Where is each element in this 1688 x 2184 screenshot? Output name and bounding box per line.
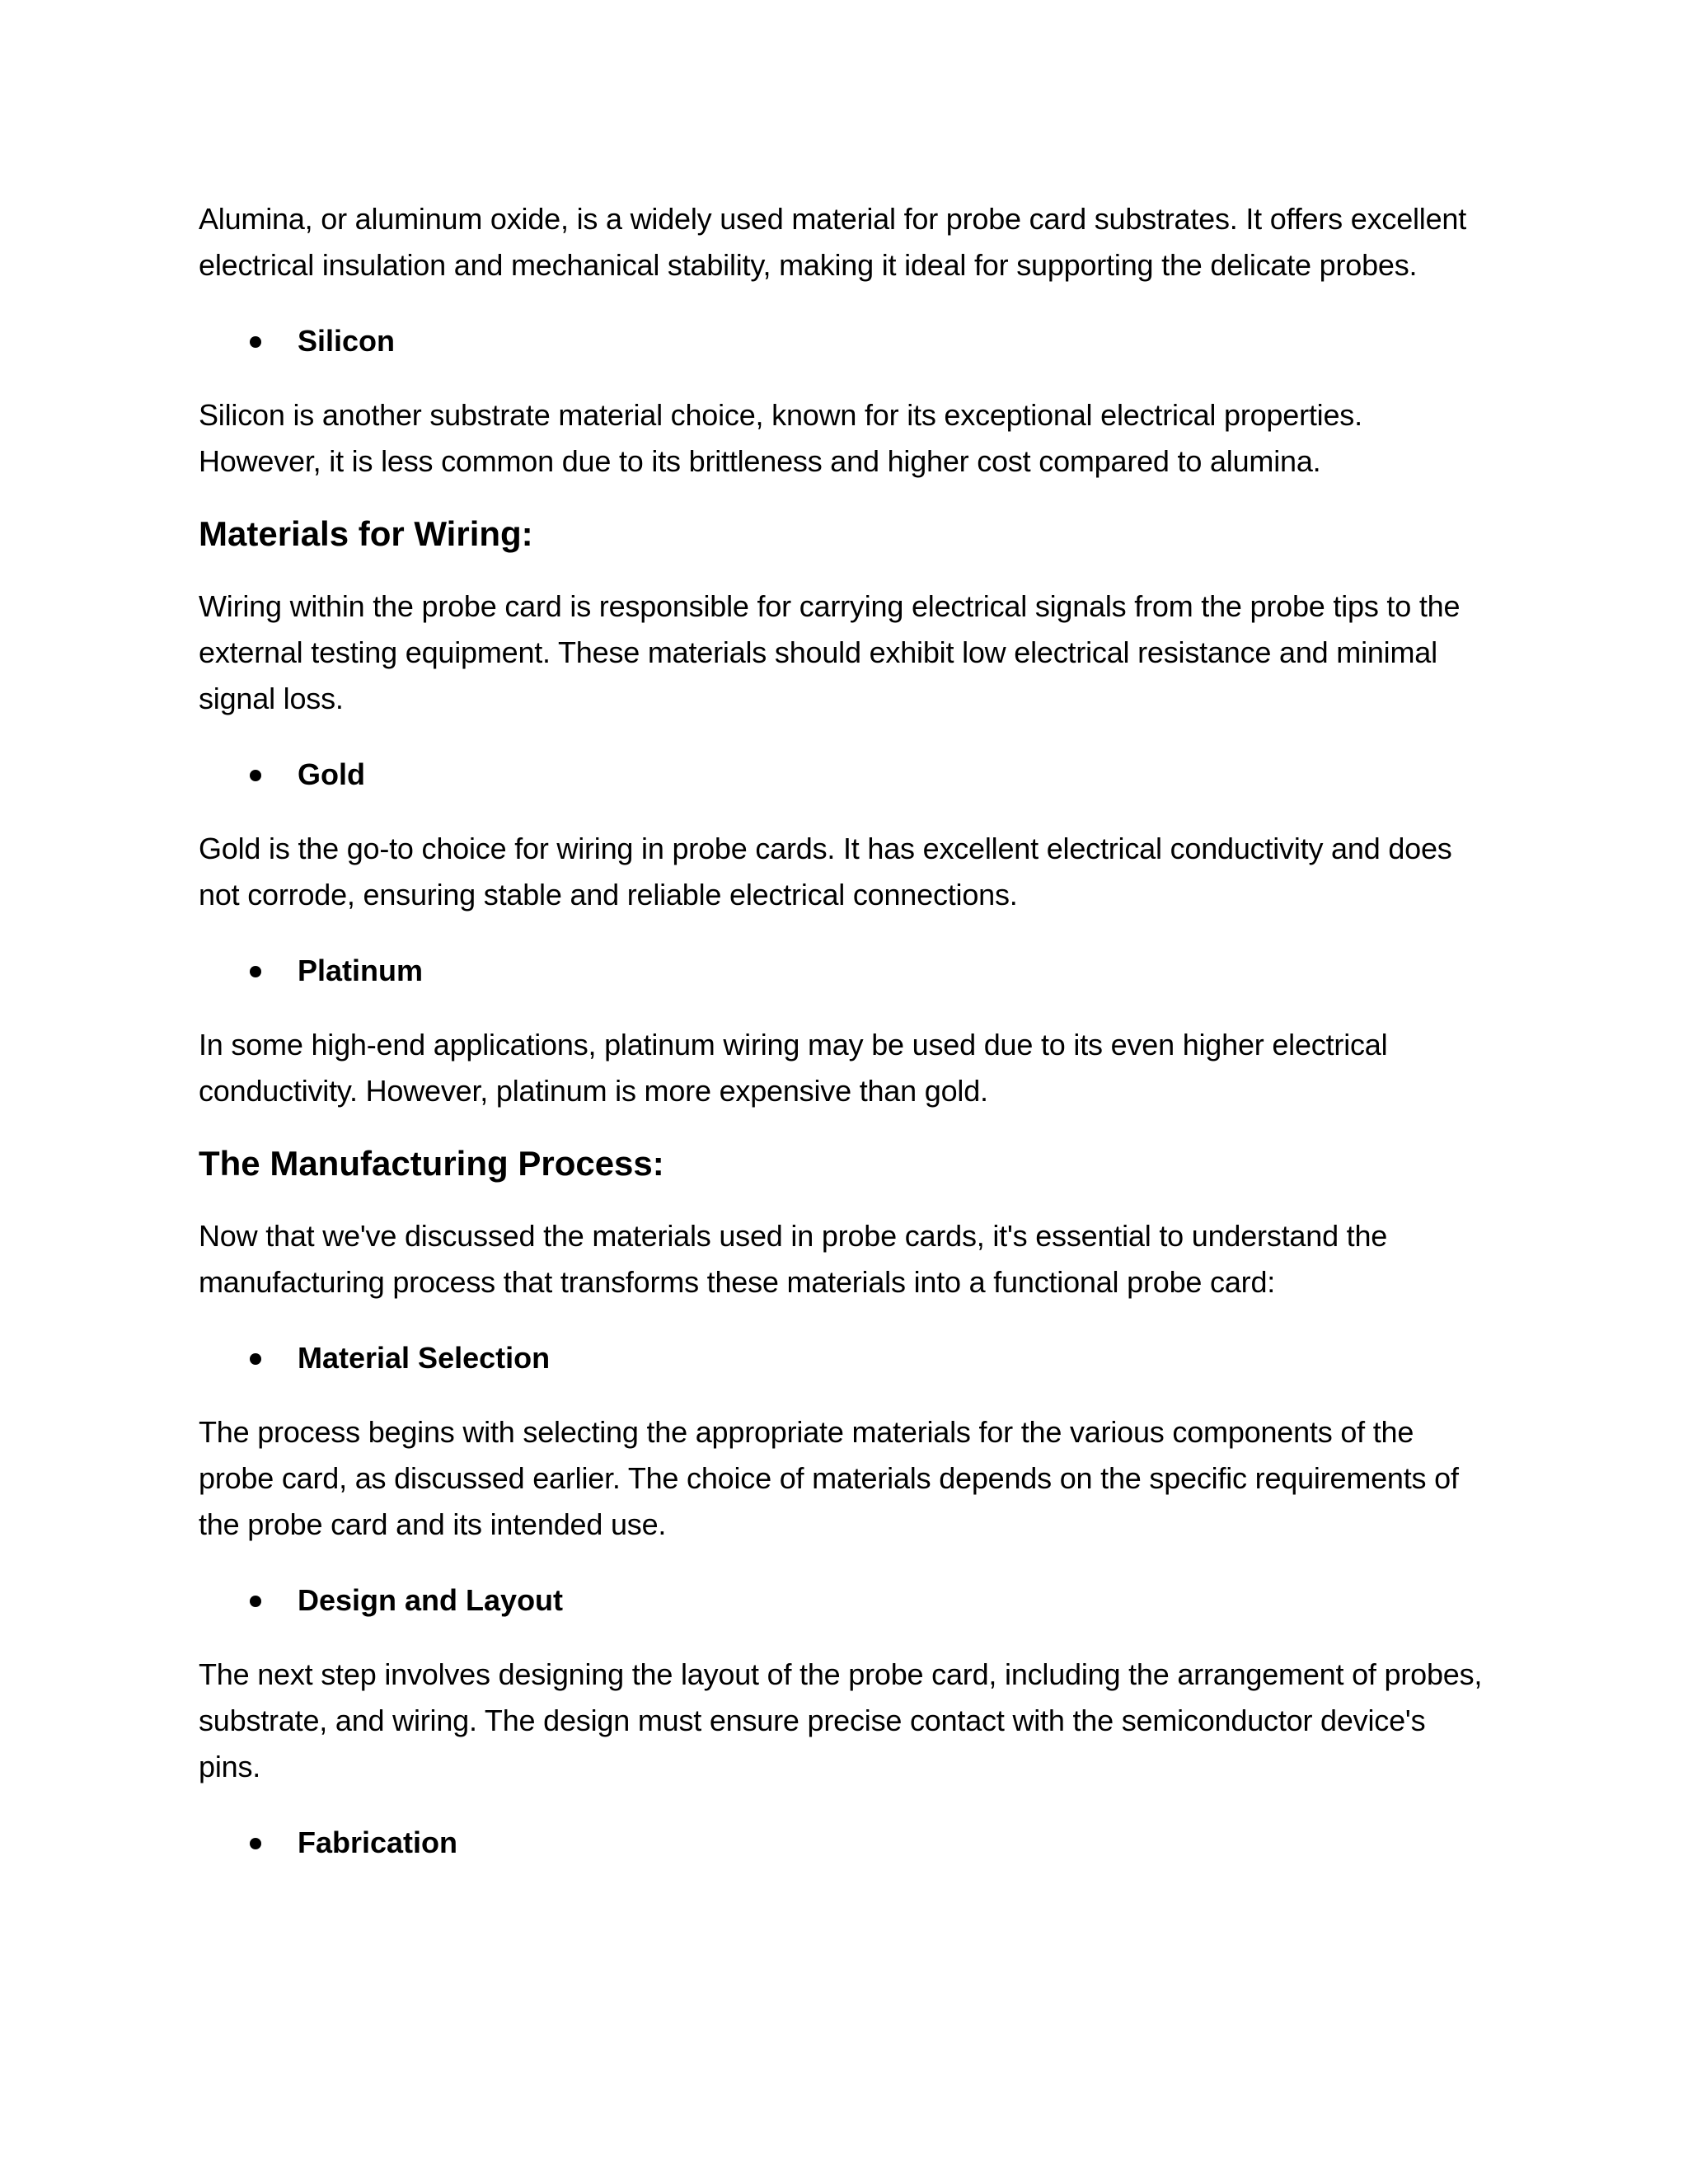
list-item-material-selection — [199, 1335, 1484, 1381]
list-item-platinum — [199, 948, 1484, 994]
paragraph-gold: Gold is the go-to choice for wiring in probe cards. It has excellent electrical conductivity and does not corrode, ensuring stable and reliable electrical connections. — [199, 832, 1452, 912]
list-item-label: Platinum — [298, 954, 424, 987]
paragraph-alumina: Alumina, or aluminum oxide, is a widely used material for probe card substrates. It offers excellent electrical insulation and mechanical stability, making it ideal for supporting the delicate probes. — [199, 202, 1467, 282]
paragraph-manufacturing-intro: Now that we've discussed the materials used in probe cards, it's essential to understand the manufacturing process that transforms these materials into a functional probe card: — [199, 1219, 1388, 1299]
bullet-icon — [250, 1596, 261, 1607]
list-item-label: Design and Layout — [298, 1583, 564, 1617]
paragraph-material-selection: The process begins with selecting the appropriate materials for the various components of the probe card, as discussed earlier. The choice of materials depends on the specific requirements of the probe card and its intended use. — [199, 1415, 1459, 1541]
list-item-label: Gold — [298, 757, 365, 791]
document-page — [199, 196, 1484, 1866]
heading-materials-for-wiring: Materials for Wiring: — [199, 514, 533, 553]
list-item-fabrication — [199, 1820, 1484, 1866]
heading-manufacturing-process: The Manufacturing Process: — [199, 1144, 664, 1183]
list-item-label: Silicon — [298, 324, 396, 358]
list-item-label: Fabrication — [298, 1825, 458, 1859]
bullet-icon — [250, 1353, 261, 1365]
bullet-icon — [250, 966, 261, 977]
bullet-icon — [250, 336, 261, 348]
paragraph-platinum: In some high-end applications, platinum wiring may be used due to its even higher electrical conductivity. However, platinum is more expensive than gold. — [199, 1028, 1388, 1108]
list-item-gold — [199, 752, 1484, 798]
list-item-label: Material Selection — [298, 1341, 551, 1375]
list-item-silicon — [199, 318, 1484, 364]
paragraph-silicon: Silicon is another substrate material choice, known for its exceptional electrical properties. However, it is less common due to its brittleness and higher cost compared to alumina. — [199, 398, 1362, 478]
paragraph-design-and-layout: The next step involves designing the layout of the probe card, including the arrangement of probes, substrate, and wiring. The design must ensure precise contact with the semiconductor device's pins. — [199, 1657, 1483, 1783]
bullet-icon — [250, 770, 261, 781]
paragraph-wiring: Wiring within the probe card is responsible for carrying electrical signals from the probe tips to the external testing equipment. These materials should exhibit low electrical resistance and minimal signal loss. — [199, 589, 1461, 715]
bullet-icon — [250, 1838, 261, 1849]
list-item-design-and-layout — [199, 1577, 1484, 1624]
